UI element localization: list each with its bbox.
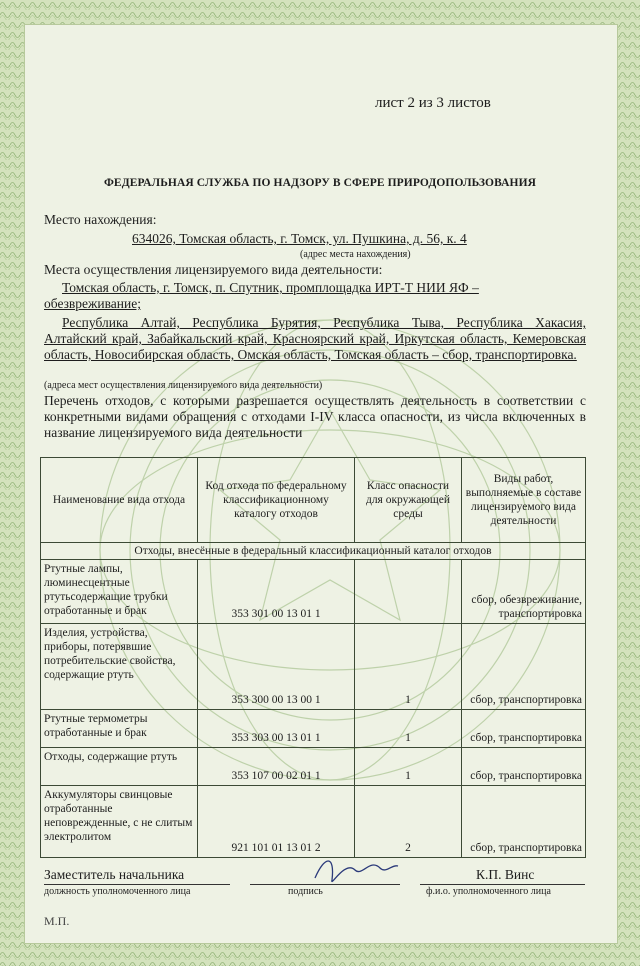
location-label: Место нахождения:: [44, 212, 157, 227]
waste-name: Изделия, устройства, приборы, потерявшие потребительские свойства, содержащие ртуть: [41, 624, 198, 710]
hazard-class: 1: [355, 710, 462, 748]
table-row: [41, 710, 586, 748]
group-title: Отходы, внесённые в федеральный классификационный каталог отходов: [41, 543, 586, 560]
position-line: [44, 884, 230, 885]
waste-table: [40, 457, 586, 858]
table-row: [41, 560, 586, 624]
stamp-place-label: М.П.: [44, 914, 70, 928]
work-types: сбор, транспортировка: [462, 710, 586, 748]
table-row: [41, 786, 586, 858]
waste-code: 353 301 00 13 01 1: [198, 560, 355, 624]
waste-name: Отходы, содержащие ртуть: [41, 748, 198, 786]
signer-name: К.П. Винс: [476, 867, 535, 882]
signer-name-note: ф.и.о. уполномоченного лица: [426, 886, 551, 897]
signature-line: [250, 884, 400, 885]
agency-title: ФЕДЕРАЛЬНАЯ СЛУЖБА ПО НАДЗОРУ В СФЕРЕ ПРИРОДОПОЛЬЗОВАНИЯ: [103, 177, 537, 189]
table-group-row: [41, 543, 586, 560]
waste-code: 353 300 00 13 00 1: [198, 624, 355, 710]
signer-position-note: должность уполномоченного лица: [44, 886, 191, 897]
work-types: сбор, транспортировка: [462, 786, 586, 858]
name-line: [420, 884, 585, 885]
hazard-class: [355, 560, 462, 624]
activity-site-line1: Томская область, г. Томск, п. Спутник, промплощадка ИРТ-Т НИИ ЯФ –: [62, 280, 479, 295]
hazard-class: 1: [355, 624, 462, 710]
location-note: (адрес места нахождения): [300, 249, 411, 260]
hazard-class: 2: [355, 786, 462, 858]
activity-site-line2: обезвреживание;: [44, 296, 141, 311]
waste-name: Ртутные термометры отработанные и брак: [41, 710, 198, 748]
header-work-types: Виды работ, выполняемые в составе лицензируемого вида деятельности: [462, 458, 586, 543]
header-hazard-class: Класс опасности для окружающей среды: [355, 458, 462, 543]
hazard-class: 1: [355, 748, 462, 786]
waste-code: 921 101 01 13 01 2: [198, 786, 355, 858]
activity-regions: Республика Алтай, Республика Бурятия, Республика Тыва, Республика Хакасия, Алтайский край, Забайкальский край, Красноярский край, Иркутская область, Кемеровская область, Новосибирская область, Омская область, Томская область – сбор, транспортировка.: [44, 315, 586, 362]
work-types: сбор, транспортировка: [462, 624, 586, 710]
activity-label: Места осуществления лицензируемого вида деятельности:: [44, 262, 383, 277]
table-row: [41, 748, 586, 786]
waste-code: 353 107 00 02 01 1: [198, 748, 355, 786]
signer-position: Заместитель начальника: [44, 867, 185, 882]
location-address: 634026, Томская область, г. Томск, ул. Пушкина, д. 56, к. 4: [132, 231, 467, 246]
table-header-row: [41, 458, 586, 543]
waste-code: 353 303 00 13 01 1: [198, 710, 355, 748]
waste-name: Аккумуляторы свинцовые отработанные неповрежденные, с не слитым электролитом: [41, 786, 198, 858]
waste-name: Ртутные лампы, люминесцентные ртутьсодержащие трубки отработанные и брак: [41, 560, 198, 624]
header-waste-code: Код отхода по федеральному классификационному каталогу отходов: [198, 458, 355, 543]
waste-list-intro: Перечень отходов, с которыми разрешается осуществлять деятельность в соответствии с конкретными видами обращения с отходами I-IV класса опасности, из числа включенных в название лицензируемого вида деятельности: [44, 393, 586, 440]
header-waste-name: Наименование вида отхода: [41, 458, 198, 543]
work-types: сбор, транспортировка: [462, 748, 586, 786]
sheet-number: лист 2 из 3 листов: [375, 95, 491, 111]
activity-note: (адреса мест осуществления лицензируемого вида деятельности): [44, 380, 323, 391]
signature-note: подпись: [288, 886, 323, 897]
table-row: [41, 624, 586, 710]
work-types: сбор, обезвреживание, транспортировка: [462, 560, 586, 624]
